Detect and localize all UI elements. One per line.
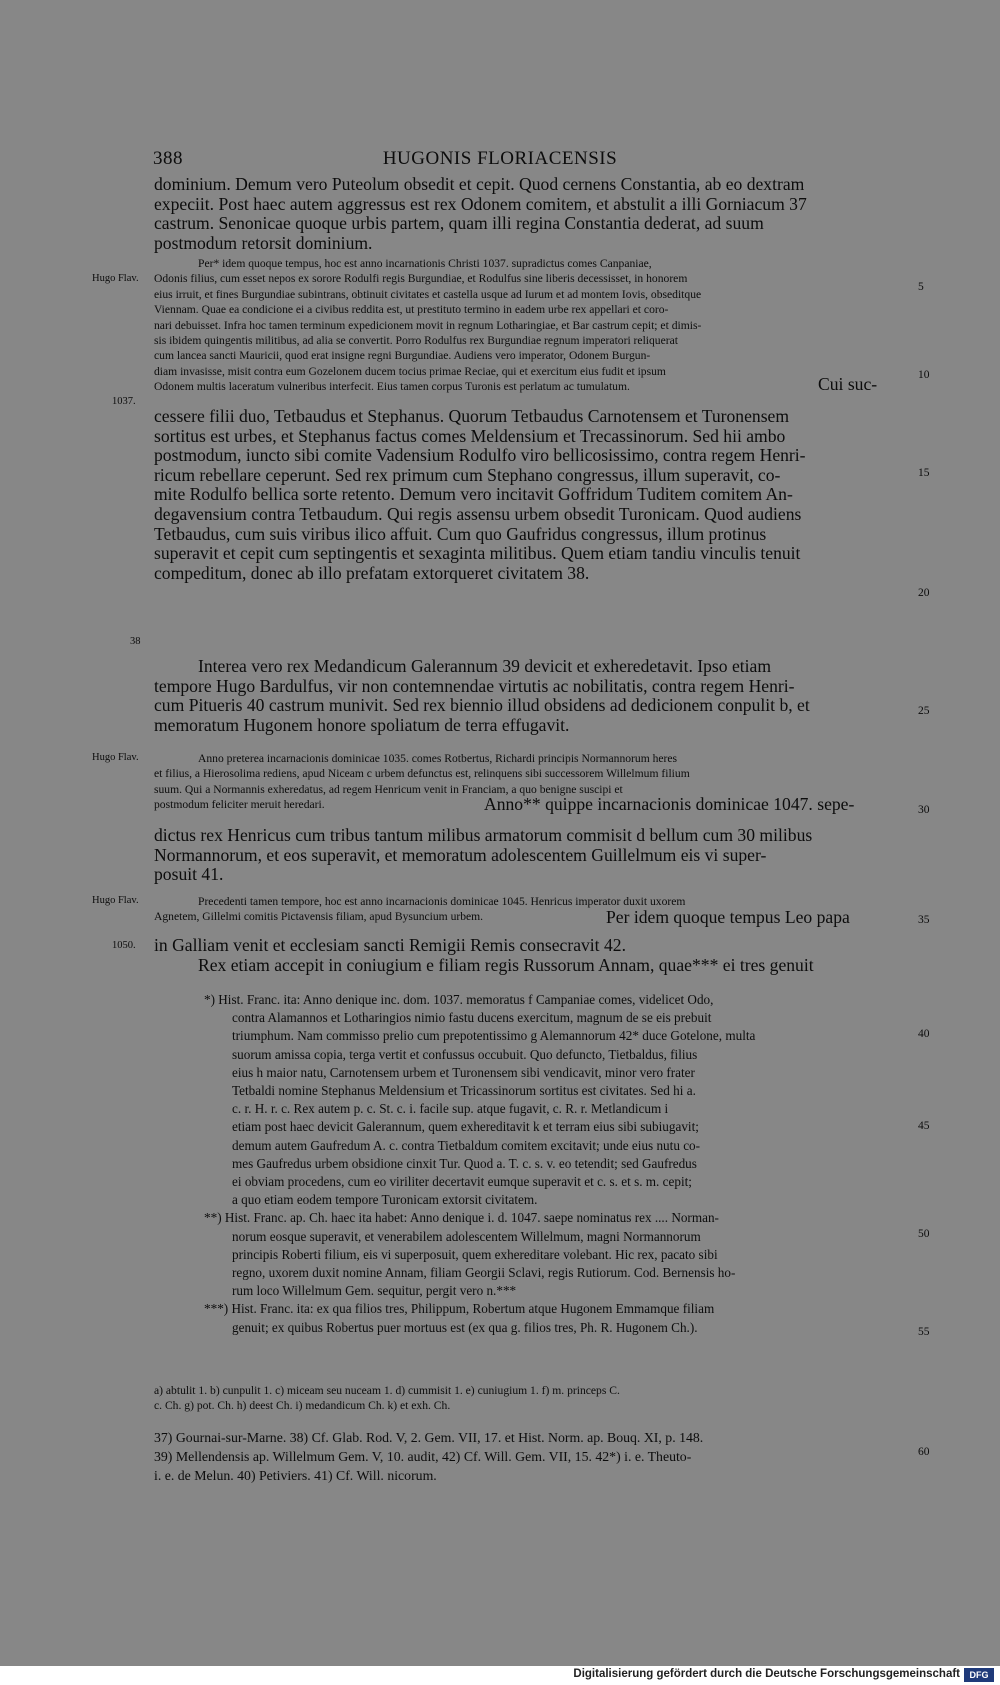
footnote-line: triumphum. Nam commisso prelio cum prepotentissimo g Alemannorum 42* duce Gotelone, multa	[232, 1028, 756, 1044]
footnote-line: eius h maior natu, Carnotensem urbem et Turonensem sibi vendicavit, minor vero frater	[232, 1064, 695, 1080]
quote-line: Per* idem quoque tempus, hoc est anno incarnationis Christi 1037. supradictus comes Canpaniae,	[198, 257, 652, 270]
text-line: dictus rex Henricus cum tribus tantum milibus armatorum commisit d bellum cum 30 milibus	[154, 826, 813, 845]
line-number: 35	[918, 914, 930, 926]
reference-line: 39) Mellendensis ap. Willelmum Gem. V, 10. audit, 42) Cf. Will. Gem. VII, 15. 42*) i. e. Theuto-	[154, 1449, 692, 1464]
line-number: 50	[918, 1228, 930, 1240]
text-line: Normannorum, et eos superavit, et memoratum adolescentem Guillelmum eis vi super-	[154, 845, 767, 865]
quote-line: nari debuisset. Infra hoc tamen terminum expedicionem movit in regnum Lotharingiae, et Bar castrum cepit; et dimis-	[154, 318, 702, 332]
quote-line: Agnetem, Gillelmi comitis Pictavensis filiam, apud Bysuncium urbem.	[154, 910, 484, 924]
main-text-3	[154, 657, 912, 735]
text-line: Rex etiam accepit in coniugium e filiam regis Russorum Annam, quae*** ei tres genuit	[198, 955, 814, 975]
main-text-top	[154, 175, 912, 253]
text-line: dominium. Demum vero Puteolum obsedit et cepit. Quod cernens Constantia, ab eo dextram	[154, 175, 805, 194]
main-text-2	[154, 407, 912, 583]
text-line: expeciit. Post haec autem aggressus est rex Odonem comitem, et abstulit a illi Gorniacum 37	[154, 194, 807, 214]
quote-line: sis ibidem quingentis militibus, ad alia se convertit. Porro Rodulfus rex Burgundiae regnum imperatori reliquerat	[154, 334, 678, 348]
margin-note: 1050.	[112, 940, 136, 951]
footnote-line: **) Hist. Franc. ap. Ch. haec ita habet: Anno denique i. d. 1047. saepe nominatus rex .... Norman-	[204, 1210, 719, 1226]
margin-note: Hugo Flav.	[92, 273, 139, 284]
text-line: degavensium contra Tetbaudum. Qui regis assensu urbem obsedit Turonicam. Quod audiens	[154, 504, 802, 524]
text-line: castrum. Senonicae quoque urbis partem, quam illi regina Constantia dederat, ad suum	[154, 214, 764, 234]
critical-apparatus	[154, 1383, 912, 1413]
text-line: Interea vero rex Medandicum Galerannum 39 devicit et exheredetavit. Ipso etiam	[198, 657, 772, 676]
quote-line: Anno preterea incarnacionis dominicae 1035. comes Rotbertus, Richardi principis Normannorum heres	[198, 752, 678, 765]
text-line: posuit 41.	[154, 865, 224, 885]
quote-line: cum lancea sancti Mauricii, quod erat insigne regni Burgundiae. Audiens vero imperator, Odonem Burgun-	[154, 349, 651, 363]
footnote-line: suorum amissa copia, terga vertit et confussus occubuit. Quo defuncto, Tietbaldus, filius	[232, 1046, 698, 1062]
line-number: 30	[918, 804, 930, 816]
quote-line: Viennam. Quae ea condicione ei a civibus reddita est, ut prestituto termino in eadem urbe rex appellari et coro-	[154, 303, 669, 317]
footnote-line: *) Hist. Franc. ita: Anno denique inc. dom. 1037. memoratus f Campaniae comes, videlicet Odo,	[204, 992, 714, 1007]
text-line: compeditum, donec ab illo prefatam extorqueret civitatem 38.	[154, 563, 590, 583]
text-line: postmodum retorsit dominium.	[154, 233, 373, 253]
main-text-5	[154, 936, 912, 975]
quote-line: Odonem multis laceratum vulneribus interfecit. Eius tamen corpus Turonis est perlatum ac tumulatum.	[154, 380, 630, 394]
quote-tail: Anno** quippe incarnacionis dominicae 1047. sepe-	[484, 794, 855, 814]
margin-note: Hugo Flav.	[92, 895, 139, 906]
footnote-line: mes Gaufredus urbem obsidione cinxit Tur. Quod a. T. c. s. v. eo tetendit; sed Gaufredus	[232, 1155, 697, 1171]
quote-line: suum. Qui a Normannis exheredatus, ad regem Henricum venit in Franciam, a quo benigne suscipi et	[154, 782, 623, 796]
footnote-line: Tetbaldi nomine Stephanus Meldensium et Tricassinorum sortitus est civitates. Sed hi a.	[232, 1083, 696, 1099]
footnote-line: contra Alamannos et Lotharingios nimio fastu ducens exercitum, magnum de se eis prebuit	[232, 1010, 712, 1026]
text-line: cessere filii duo, Tetbaudus et Stephanus. Quorum Tetbaudus Carnotensem et Turonensem	[154, 407, 790, 426]
margin-note: 38	[130, 636, 141, 647]
quotation-hugo-flav-1	[154, 256, 912, 399]
footnote-line: ***) Hist. Franc. ita: ex qua filios tres, Philippum, Robertum atque Hugonem Emmamque filiam	[204, 1301, 715, 1317]
line-number: 5	[918, 281, 924, 293]
footnote-line: etiam post haec devicit Galerannum, quem exhereditavit k et terram eius sibi subiugavit;	[232, 1119, 699, 1135]
footnotes	[154, 991, 912, 1337]
footnote-line: regno, uxorem duxit nomine Annam, filiam Georgii Sclavi, regis Rutiorum. Cod. Bernensis ho-	[232, 1265, 736, 1281]
line-number: 60	[918, 1446, 930, 1458]
quote-line: diam invasisse, misit contra eum Gozelonem ducem tocius primae Reciae, qui et exercitum eius fudit et ipsum	[154, 364, 666, 378]
text-line: in Galliam venit et ecclesiam sancti Remigii Remis consecravit 42.	[154, 936, 626, 955]
quote-line: postmodum feliciter meruit heredari.	[154, 798, 325, 812]
footnote-line: genuit; ex quibus Robertus puer mortuus est (ex qua g. filios tres, Ph. R. Hugonem Ch.).	[232, 1319, 698, 1335]
quotation-hugo-flav-2	[154, 751, 912, 817]
quote-line: Precedenti tamen tempore, hoc est anno incarnacionis dominicae 1045. Henricus imperator duxit uxorem	[198, 895, 686, 908]
quote-tail: Per idem quoque tempus Leo papa	[606, 907, 850, 927]
quote-line: Odonis filius, cum esset nepos ex sorore Rodulfi regis Burgundiae, et Rodulfus sine liberis decessisset, in honorem	[154, 272, 688, 286]
reference-line: i. e. de Melun. 40) Petiviers. 41) Cf. Will. nicorum.	[154, 1468, 437, 1483]
footnote-line: c. r. H. r. c. Rex autem p. c. St. c. i. facile sup. atque fugavit, c. R. r. Metlandicum i	[232, 1101, 669, 1117]
footnote-line: rum loco Willelmum Gem. sequitur, pergit vero n.***	[232, 1283, 517, 1299]
text-line: cum Pitueris 40 castrum munivit. Sed rex biennio illud obsidens ad dedicionem conpulit b, et	[154, 696, 810, 716]
footnote-line: norum eosque superavit, et venerabilem adolescentem Willelmum, magni Normannorum	[232, 1228, 701, 1244]
margin-note: Hugo Flav.	[92, 752, 139, 763]
footnote-line: a quo etiam eodem tempore Turonicam extorsit civitatem.	[232, 1192, 538, 1208]
text-line: sortitus est urbes, et Stephanus factus comes Meldensium et Trecassinorum. Sed hii ambo	[154, 426, 786, 446]
footnote-line: demum autem Gaufredum A. c. contra Tietbaldum comitem excitavit; unde eius nutu co-	[232, 1137, 701, 1153]
line-number: 20	[918, 587, 930, 599]
footer-credit: Digitalisierung gefördert durch die Deutsche Forschungsgemeinschaft	[573, 1668, 960, 1680]
footer-bar	[0, 1666, 1000, 1685]
reference-line: 37) Gournai-sur-Marne. 38) Cf. Glab. Rod. V, 2. Gem. VII, 17. et Hist. Norm. ap. Bouq. XI, p. 148.	[154, 1430, 704, 1445]
apparatus-line: c. Ch. g) pot. Ch. h) deest Ch. i) medandicum Ch. k) et exh. Ch.	[154, 1399, 451, 1412]
reference-notes	[154, 1428, 912, 1485]
line-number: 55	[918, 1326, 930, 1338]
main-text-4	[154, 826, 912, 885]
text-line: postmodum, iuncto sibi comite Vadensium Rodulfo viro bellicosissimo, contra regem Henri-	[154, 446, 806, 466]
margin-note: 1037.	[112, 396, 136, 407]
quote-tail: Cui suc-	[818, 374, 878, 394]
text-line: memoratum Hugonem honore spoliatum de terra effugavit.	[154, 715, 570, 735]
apparatus-line: a) abtulit 1. b) cunpulit 1. c) miceam seu nuceam 1. d) cummisit 1. e) cuniugium 1. f) m. princeps C.	[154, 1384, 620, 1397]
page-number: 388	[153, 148, 183, 169]
running-head: HUGONIS FLORIACENSIS	[382, 148, 618, 169]
quote-line: et filius, a Hierosolima rediens, apud Niceam c urbem defunctus est, relinquens sibi successorem Willelmum filium	[154, 767, 690, 781]
footnote-line: ei obviam procedens, cum eo viriliter decertavit eumque superavit et c. s. et s. m. cepit;	[232, 1174, 692, 1190]
line-number: 25	[918, 705, 930, 717]
line-number: 45	[918, 1120, 930, 1132]
quotation-hugo-flav-3	[154, 894, 912, 929]
text-line: tempore Hugo Bardulfus, vir non contemnendae virtutis ac nobilitatis, contra regem Henri-	[154, 676, 795, 696]
text-line: mite Rodulfo bellica sorte retento. Demum vero incitavit Goffridum Tuditem comitem An-	[154, 485, 793, 505]
text-line: Tetbaudus, cum suis viribus ilico affuit. Cum quo Gaufridus congressus, illum protinus	[154, 524, 767, 544]
text-line: superavit et cepit cum septingentis et sexaginta militibus. Quem etiam tandiu vinculis tenuit	[154, 544, 801, 564]
line-number: 10	[918, 369, 930, 381]
text-line: ricum rebellare ceperunt. Sed rex primum cum Stephano congressus, illum superavit, co-	[154, 465, 781, 485]
dfg-logo: DFG	[964, 1668, 994, 1682]
footnote-line: principis Roberti filium, eis vi superposuit, quem exhereditare volebant. Hic rex, pacato sibi	[232, 1246, 718, 1262]
quote-line: eius irruit, et fines Burgundiae subintrans, obtinuit civitates et castella usque ad Iurum et ad montem Iovis, obseditque	[154, 287, 702, 301]
line-number: 15	[918, 467, 930, 479]
line-number: 40	[918, 1028, 930, 1040]
